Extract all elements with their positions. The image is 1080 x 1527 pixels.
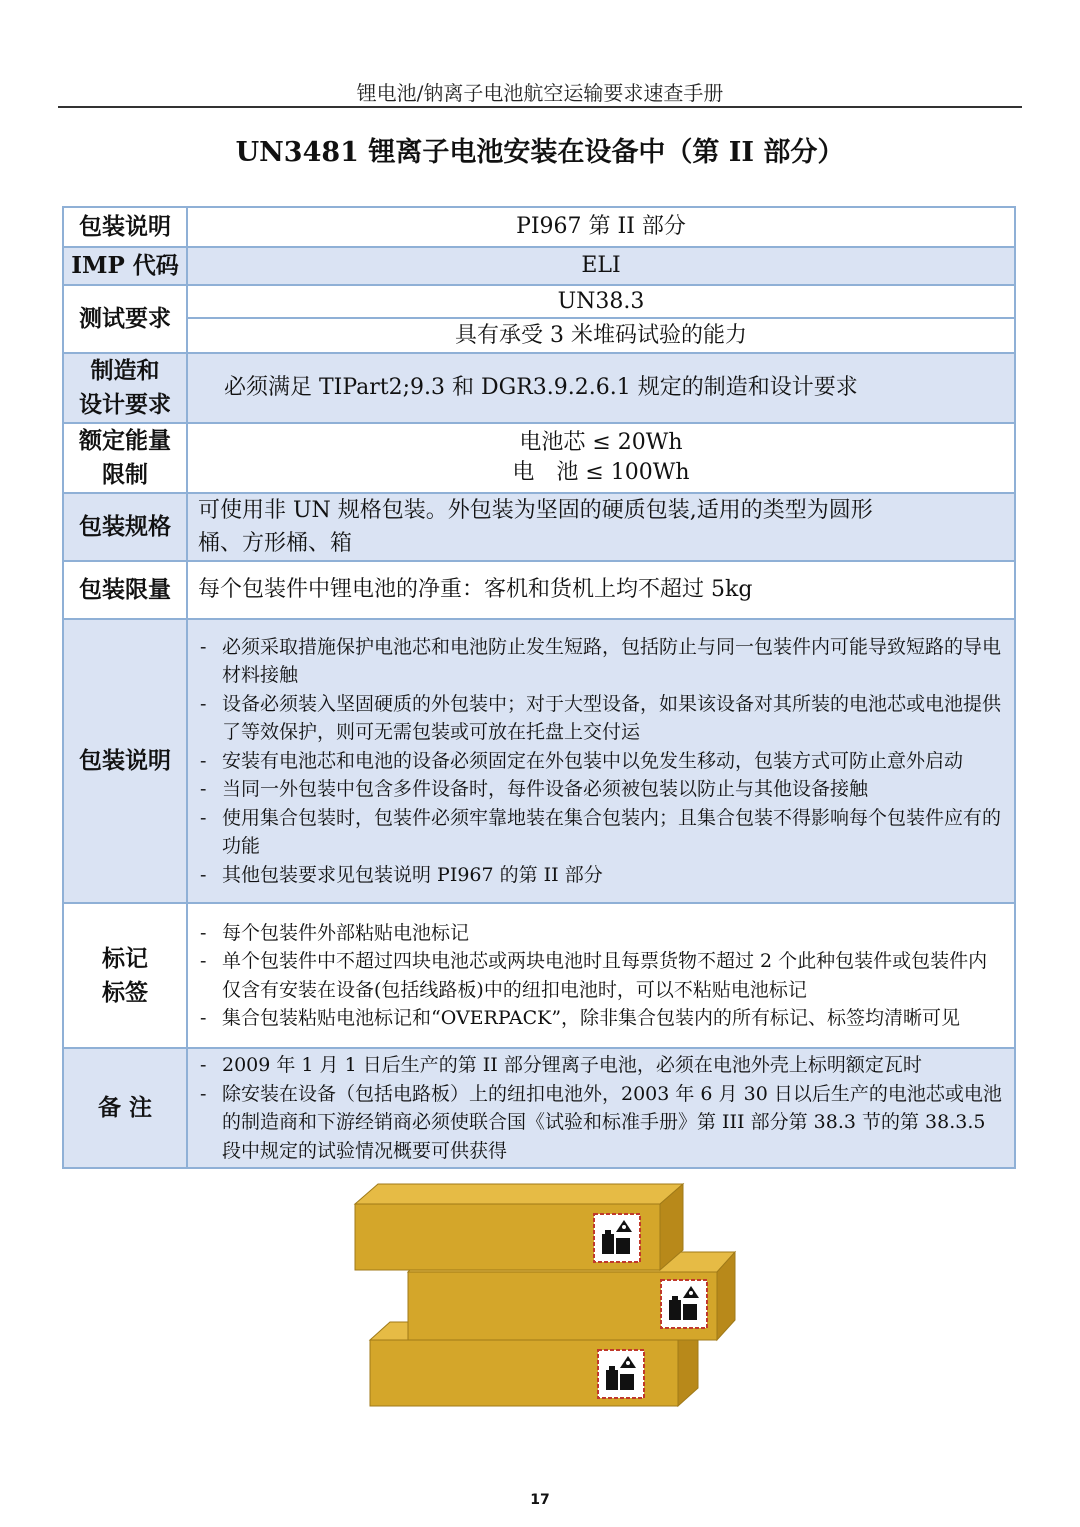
instructions-list	[188, 631, 1014, 892]
energy-value	[187, 423, 1015, 493]
pi-value: PI967 第 II 部分	[187, 207, 1015, 247]
list-item: - 除安装在设备（包括电路板）上的纽扣电池外，2003 年 6 月 30 日以后生产的电池芯或电池的制造商和下游经销商必须使联合国《试验和标准手册》第 III 部分第 38.3 节的第 38.3.5 段中规定的试验情况概要可供获得	[198, 1080, 1006, 1166]
spec-value-line-2: 桶、方形桶、箱	[198, 531, 353, 556]
design-label	[63, 353, 187, 423]
header-rule	[58, 106, 1022, 108]
list-item: - 集合包装粘贴电池标记和“OVERPACK”，除非集合包装内的所有标记、标签均清晰可见	[198, 1004, 1006, 1033]
list-item: - 单个包装件中不超过四块电池芯或两块电池时且每票货物不超过 2 个此种包装件或包装件内仅含有安装在设备(包括线路板)中的纽扣电池时，可以不粘贴电池标记	[198, 947, 1006, 1004]
list-item: - 其他包装要求见包装说明 PI967 的第 II 部分	[198, 861, 1006, 890]
energy-battery-limit: 电 池 ≤ 100Wh	[512, 460, 690, 485]
design-label-line-2: 设计要求	[79, 391, 171, 418]
notes-cell	[187, 1048, 1015, 1168]
spec-value-line-1: 可使用非 UN 规格包装。外包装为坚固的硬质包装,适用的类型为圆形	[198, 498, 873, 523]
energy-label-line-1: 额定能量	[79, 427, 171, 454]
energy-label-line-2: 限制	[102, 461, 148, 488]
limit-value: 每个包装件中锂电池的净重：客机和货机上均不超过 5kg	[187, 561, 1015, 619]
battery-boxes-illustration	[350, 1180, 750, 1415]
lithium-battery-label-icon	[598, 1350, 644, 1398]
imp-value: ELI	[187, 247, 1015, 285]
energy-cell-limit: 电池芯 ≤ 20Wh	[519, 430, 683, 455]
spec-table	[62, 206, 1016, 1169]
marking-label-line-2: 标签	[102, 978, 148, 1006]
marking-cell	[187, 903, 1015, 1048]
instructions-label: 包装说明	[63, 619, 187, 903]
design-label-line-1: 制造和	[90, 357, 160, 384]
list-item: - 安装有电池芯和电池的设备必须固定在外包装中以免发生移动，包装方式可防止意外启动	[198, 747, 1006, 776]
list-item: - 当同一外包装中包含多件设备时，每件设备必须被包装以防止与其他设备接触	[198, 775, 1006, 804]
marking-list	[188, 917, 1014, 1035]
box-top	[355, 1184, 683, 1270]
page-number: 17	[530, 1492, 550, 1508]
spec-value	[187, 493, 1015, 561]
lithium-battery-label-icon	[594, 1214, 640, 1262]
energy-label	[63, 423, 187, 493]
pi-label: 包装说明	[63, 207, 187, 247]
running-header: 锂电池/钠离子电池航空运输要求速查手册	[356, 81, 724, 105]
page-title: UN3481 锂离子电池安装在设备中（第 II 部分）	[235, 137, 845, 168]
list-item: - 每个包装件外部粘贴电池标记	[198, 919, 1006, 948]
test-label: 测试要求	[63, 285, 187, 353]
marking-label-line-1: 标记	[102, 944, 148, 972]
test-value-2: 具有承受 3 米堆码试验的能力	[187, 318, 1015, 353]
list-item: - 使用集合包装时，包装件必须牢靠地装在集合包装内；且集合包装不得影响每个包装件应有的功能	[198, 804, 1006, 861]
list-item: - 2009 年 1 月 1 日后生产的第 II 部分锂离子电池，必须在电池外壳上标明额定瓦时	[198, 1051, 1006, 1080]
lithium-battery-label-icon	[661, 1280, 707, 1328]
spec-label: 包装规格	[63, 493, 187, 561]
imp-label: IMP 代码	[63, 247, 187, 285]
instructions-cell	[187, 619, 1015, 903]
limit-label: 包装限量	[63, 561, 187, 619]
list-item: - 必须采取措施保护电池芯和电池防止发生短路，包括防止与同一包装件内可能导致短路的导电材料接触	[198, 633, 1006, 690]
test-value-1: UN38.3	[187, 285, 1015, 318]
notes-label: 备 注	[63, 1048, 187, 1168]
notes-list	[188, 1049, 1014, 1167]
design-value: 必须满足 TIPart2;9.3 和 DGR3.9.2.6.1 规定的制造和设计要求	[187, 353, 1015, 423]
marking-label	[63, 903, 187, 1048]
list-item: - 设备必须装入坚固硬质的外包装中；对于大型设备，如果该设备对其所装的电池芯或电池提供了等效保护，则可无需包装或可放在托盘上交付运	[198, 690, 1006, 747]
